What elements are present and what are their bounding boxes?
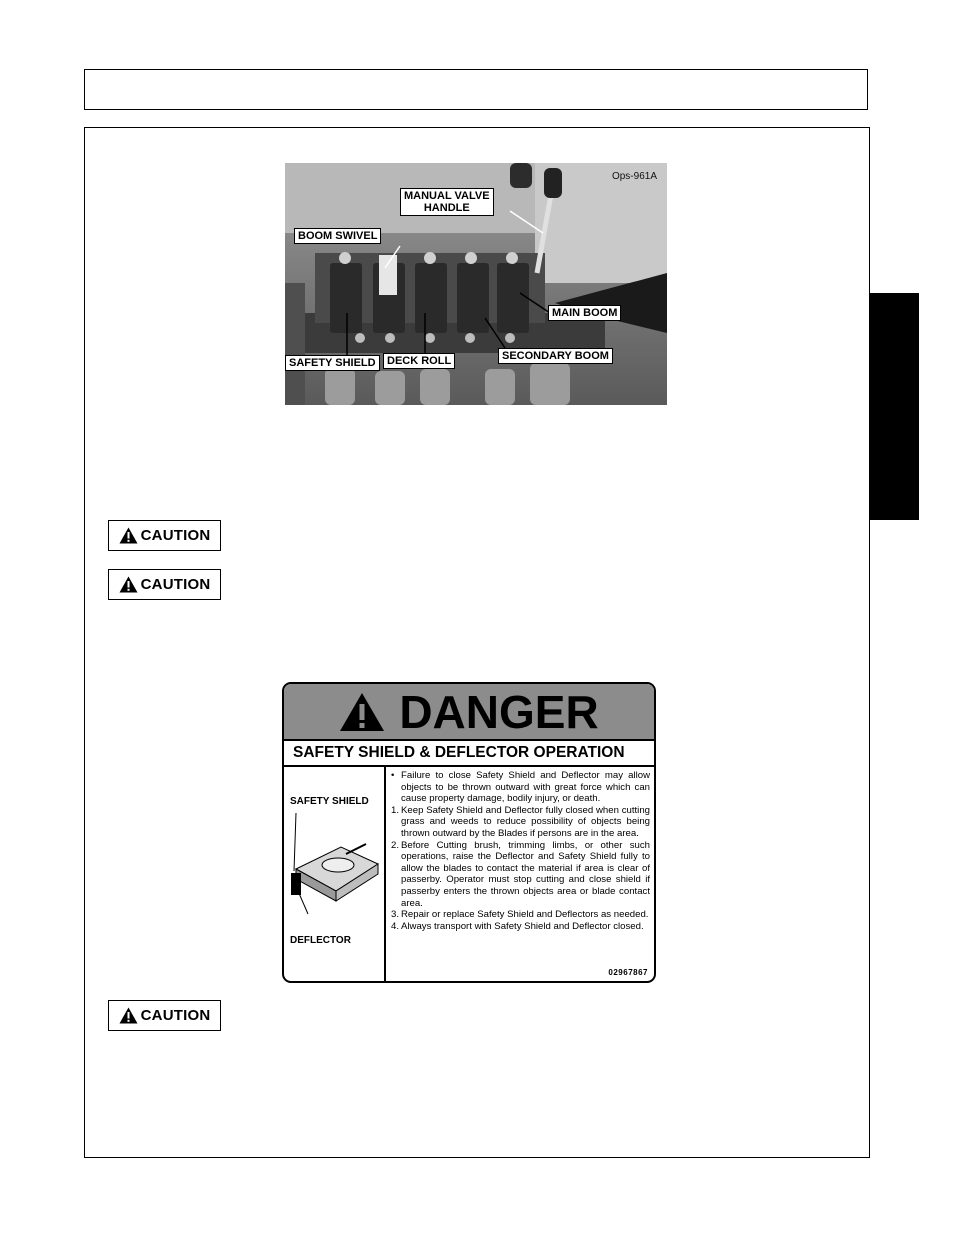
decal-signal-word: DANGER <box>399 685 599 738</box>
decal-item: • Failure to close Safety Shield and Deflector may allow objects to be thrown outward with great force which can cause property damage, bodily injury, or death. <box>391 770 650 805</box>
decal-part-number: 02967867 <box>608 968 648 977</box>
caution-label: CAUTION <box>140 576 211 593</box>
decal-instructions <box>386 767 654 983</box>
decal-title: SAFETY SHIELD & DEFLECTOR OPERATION <box>284 739 654 767</box>
page-header-box <box>84 69 868 110</box>
section-tab <box>869 293 919 520</box>
valve-photo <box>285 163 667 405</box>
caution-label: CAUTION <box>140 527 211 544</box>
danger-decal <box>282 682 656 983</box>
decal-item: 2. Before Cutting brush, trimming limbs, or other such operations, raise the Deflector and Safety Shield fully to allow the blades to contact the material if area is clear of passerby. Operator must stop cutting and close shield if passerby enters the thrown objects area or blade contact area. <box>391 839 650 909</box>
callout-manual-valve-handle: MANUAL VALVE HANDLE <box>400 188 494 216</box>
caution-badge-3 <box>108 1000 221 1031</box>
decal-item: 1. Keep Safety Shield and Deflector fully closed when cutting grass and weeds to reduce possibility of objects being thrown outward by the Blades if persons are in the area. <box>391 804 650 839</box>
decal-label-deflector: DEFLECTOR <box>290 935 351 946</box>
warning-triangle-icon <box>119 1007 138 1024</box>
callout-boom-swivel: BOOM SWIVEL <box>294 228 381 244</box>
mower-deck-illustration <box>286 809 384 929</box>
callout-safety-shield: SAFETY SHIELD <box>285 355 380 371</box>
warning-triangle-icon <box>339 692 385 732</box>
callout-secondary-boom: SECONDARY BOOM <box>498 348 613 364</box>
caution-badge-1 <box>108 520 221 551</box>
callout-deck-roll: DECK ROLL <box>383 353 455 369</box>
decal-item: 3. Repair or replace Safety Shield and Deflectors as needed. <box>391 909 649 921</box>
decal-illustration-panel <box>284 767 386 983</box>
warning-triangle-icon <box>119 576 138 593</box>
caution-label: CAUTION <box>140 1007 211 1024</box>
warning-triangle-icon <box>119 527 138 544</box>
callout-main-boom: MAIN BOOM <box>548 305 621 321</box>
decal-label-safety-shield: SAFETY SHIELD <box>290 796 369 807</box>
decal-item: 4. Always transport with Safety Shield and Deflector closed. <box>391 920 644 932</box>
caution-badge-2 <box>108 569 221 600</box>
decal-header-band <box>284 684 654 739</box>
figure-reference: Ops-961A <box>611 171 657 182</box>
